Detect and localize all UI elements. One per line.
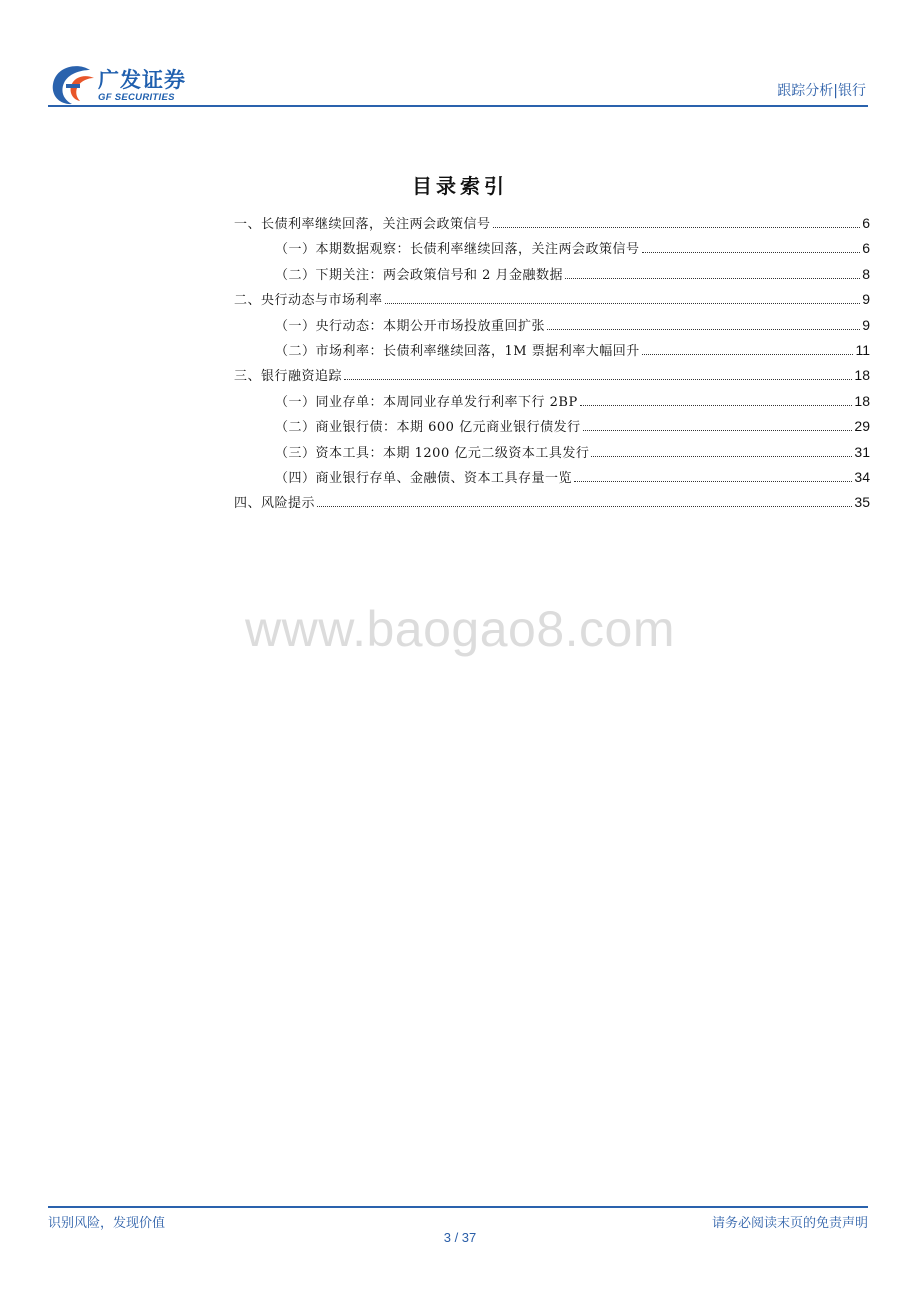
toc-entry[interactable]: [234, 236, 870, 261]
table-of-contents: [234, 211, 870, 516]
toc-entry-title: （三）资本工具：本期 1200 亿元二级资本工具发行: [275, 445, 590, 461]
toc-entry-page: 9: [862, 291, 870, 308]
toc-entry[interactable]: [234, 287, 870, 312]
toc-entry-page: 8: [862, 265, 870, 282]
toc-title: 目录索引: [412, 174, 508, 198]
toc-entry-title: （二）市场利率：长债利率继续回落，1M 票据利率大幅回升: [275, 343, 640, 359]
toc-entry-page: 6: [862, 240, 870, 257]
toc-leader-dots: [583, 430, 853, 431]
toc-entry-page: 6: [862, 215, 870, 231]
toc-leader-dots: [547, 329, 860, 330]
toc-entry-title: （一）本期数据观察：长债利率继续回落，关注两会政策信号: [275, 242, 640, 258]
toc-leader-dots: [385, 303, 861, 304]
page-number: 3 / 37: [443, 1230, 477, 1245]
toc-entry-page: 29: [854, 418, 870, 435]
toc-leader-dots: [591, 456, 852, 457]
toc-entry-title: 三、银行融资追踪: [234, 369, 343, 385]
gf-logo-icon: [50, 64, 96, 106]
toc-leader-dots: [344, 379, 852, 380]
page-header: [48, 62, 868, 106]
toc-entry[interactable]: [234, 414, 870, 439]
toc-entry-title: （四）商业银行存单、金融债、资本工具存量一览: [275, 470, 573, 486]
footer-slogan: 识别风险，发现价值: [48, 1216, 166, 1231]
toc-entry[interactable]: [234, 211, 870, 236]
toc-entry-page: 9: [862, 316, 870, 333]
toc-entry-page: 34: [854, 468, 870, 485]
toc-entry-title: （二）商业银行债：本期 600 亿元商业银行债发行: [275, 420, 581, 436]
toc-entry-title: （二）下期关注：两会政策信号和 2 月金融数据: [275, 267, 564, 283]
toc-entry[interactable]: [234, 465, 870, 490]
report-category: 跟踪分析|银行: [777, 83, 866, 99]
logo-english-name: GF SECURITIES: [98, 92, 175, 103]
toc-leader-dots: [642, 252, 861, 253]
toc-leader-dots: [642, 354, 854, 355]
logo-name: 广发证券: [98, 68, 186, 92]
toc-leader-dots: [317, 506, 852, 507]
toc-entry[interactable]: [234, 389, 870, 414]
watermark: www.baogao8.com: [245, 601, 675, 657]
toc-entry-page: 18: [854, 367, 870, 384]
gf-logo: [50, 64, 200, 106]
header-divider: [48, 105, 868, 107]
toc-entry-title: 一、长债利率继续回落，关注两会政策信号: [234, 217, 491, 232]
toc-entry[interactable]: [234, 440, 870, 465]
toc-entry-page: 31: [854, 443, 870, 460]
toc-entry[interactable]: [234, 313, 870, 338]
toc-entry[interactable]: [234, 490, 870, 515]
toc-entry-page: 11: [855, 341, 870, 358]
toc-entry-title: 四、风险提示: [234, 496, 316, 512]
toc-entry-page: 35: [854, 494, 870, 511]
toc-entry-page: 18: [854, 392, 870, 409]
toc-entry[interactable]: [234, 363, 870, 388]
toc-entry-title: （一）央行动态：本期公开市场投放重回扩张: [275, 318, 546, 334]
toc-entry[interactable]: [234, 262, 870, 287]
toc-entry-title: 二、央行动态与市场利率: [234, 293, 383, 309]
toc-leader-dots: [574, 481, 852, 482]
toc-leader-dots: [565, 278, 860, 279]
footer-disclaimer-note: 请务必阅读末页的免责声明: [711, 1216, 868, 1231]
toc-entry-title: （一）同业存单：本周同业存单发行利率下行 2BP: [275, 394, 578, 410]
toc-leader-dots: [493, 227, 861, 228]
toc-leader-dots: [580, 405, 853, 406]
toc-entry[interactable]: [234, 338, 870, 363]
footer-divider: [48, 1206, 868, 1208]
